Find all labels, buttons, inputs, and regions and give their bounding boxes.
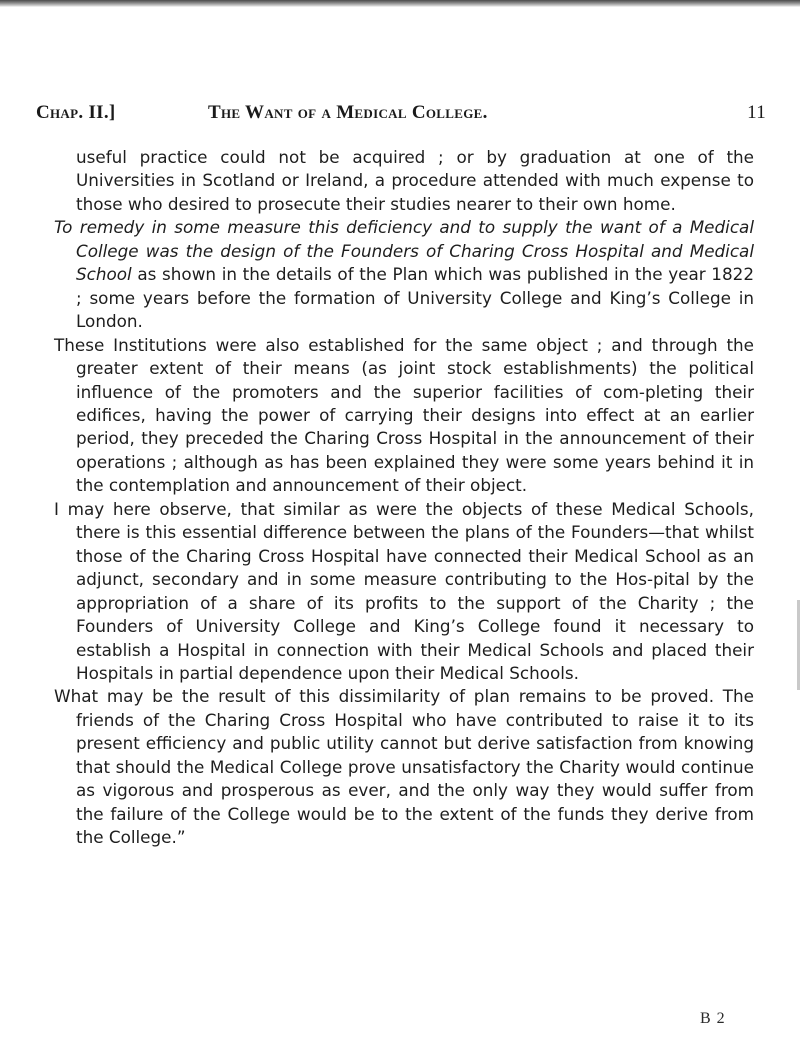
paragraph-result: What may be the result of this dissimilarity of plan remains to be proved. The friends of the Charing Cross Hospital who have contributed to raise it to its present efficiency and public utility cannot but derive satisfaction from knowing that should the Medical College prove unsatisfactory the Charity would continue as vigorous and prosperous as ever, and the only way they would suffer from the failure of the College would be to the extent of the funds they derive from the College.” (54, 686, 754, 848)
paragraph-continuation: useful practice could not be acquired ; or by graduation at one of the Universities in Scotland or Ireland, a procedure attended with much expense to those who desired to prosecute their studies nearer to their own home. (76, 147, 754, 214)
paragraph-institutions: These Institutions were also established for the same object ; and through the greater extent of their means (as joint stock establishments) the political influence of the promoters and the superior facilities of com-pleting their edifices, having the power of carrying their designs into effect at an earlier period, they preceded the Charing Cross Hospital in the announcement of their operations ; although as has been explained they were some years behind it in the contemplation and announcement of their object. (54, 334, 754, 496)
paragraph-observe: I may here observe, that similar as were the objects of these Medical Schools, there is this essential difference between the plans of the Founders—that whilst those of the Charing Cross Hospital have connected their Medical School as an adjunct, secondary and in some measure contributing to the Hos-pital by the appropriation of a share of its profits to the support of the Charity ; the Founders of University College and King’s College found it necessary to establish a Hospital in connection with their Medical Schools and placed their Hospitals in partial dependence upon their Medical Schools. (54, 498, 754, 683)
signature-mark: B 2 (700, 1010, 726, 1027)
running-title: The Want of a Medical College. (208, 102, 488, 123)
emphasis-text: To remedy in some measure this deficiency and to supply the want of a Medical College was the design of the Founders of Charing Cross Hospital and Medical School (54, 217, 754, 285)
page-number: 11 (747, 102, 766, 123)
body-text (54, 146, 754, 850)
running-header (36, 102, 766, 132)
page-top-edge (0, 0, 800, 7)
paragraph-remedy (54, 216, 754, 333)
paragraph-text: as shown in the details of the Plan which was published in the year 1822 ; some years before the formation of University College and King’s College in London. (76, 264, 754, 332)
chapter-label: Chap. II.] (36, 102, 116, 123)
